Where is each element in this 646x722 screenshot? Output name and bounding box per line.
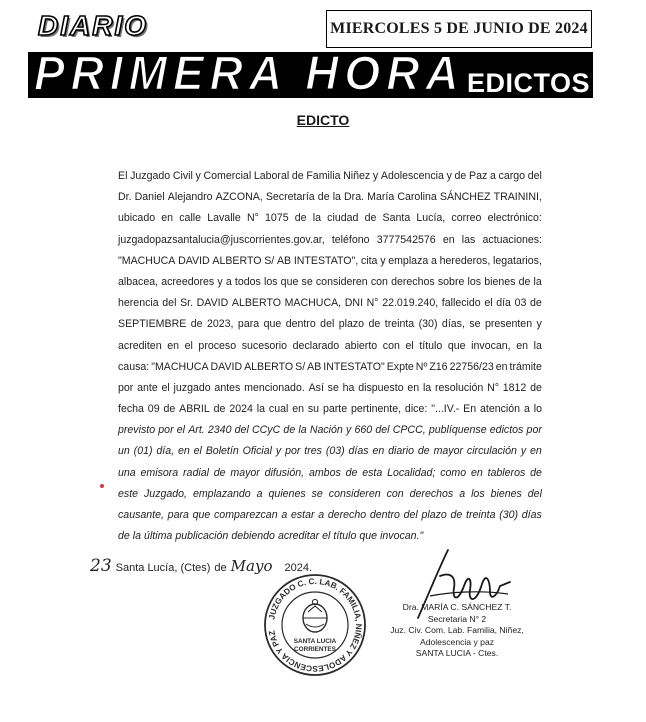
date-connector: de bbox=[214, 562, 227, 574]
edict-body bbox=[118, 166, 542, 547]
edict-line: por ante el juzgado antes mencionado. Así se ha dispuesto en la resolución N° 1812 de bbox=[118, 381, 542, 394]
edict-line: causante, para que comparezcan a estar a derecho dentro del plazo de treinta (30) días bbox=[118, 509, 542, 521]
place-text: Santa Lucía, (Ctes) bbox=[115, 562, 211, 574]
edict-line: causa: "MACHUCA DAVID ALBERTO S/ AB INTESTATO" Expte Nº Z16 22756/23 en trámite bbox=[118, 360, 542, 373]
signature-stamp-line: SANTA LUCIA - Ctes. bbox=[415, 648, 499, 659]
edict-line: albacea, acreedores y a todos los que se consideren con derechos sobre los bienes de la bbox=[118, 275, 542, 288]
seal-center-line-2: CORRIENTES bbox=[294, 646, 336, 653]
newspaper-masthead bbox=[0, 0, 646, 100]
signature-stamp-line: Dra. MARÍA C. SÁNCHEZ T. bbox=[402, 602, 512, 612]
signature-stamp bbox=[372, 602, 542, 660]
edict-line: Dr. Daniel Alejandro AZCONA, Secretaría de la Dra. María Carolina SÁNCHEZ TRAININI, bbox=[118, 191, 542, 204]
date-year: 2024. bbox=[284, 562, 313, 574]
coat-of-arms-icon bbox=[303, 599, 327, 632]
edict-line: una emisora radial de mayor difusión, ambos de esta Localidad; como en tableros de bbox=[118, 466, 542, 479]
edict-title bbox=[0, 112, 646, 128]
edict-line: un (01) día, en el Boletín Oficial y por tres (03) días en diario de mayor circulación y en bbox=[118, 445, 542, 458]
signature-stamp-line: Juz. Civ. Com. Lab. Familia, Niñez, bbox=[390, 625, 524, 636]
handwritten-day: 23 bbox=[90, 556, 112, 576]
seal-ring-text: JUZGADO C. C. LAB. FAMILIA, NIÑEZ Y ADOLESCENCIA Y PAZ bbox=[267, 576, 364, 674]
edict-line: fecha 09 de ABRIL de 2024 la cual en su parte pertinente, dice: "...IV.- En atención a lo bbox=[118, 403, 542, 416]
edict-line: acrediten en el proceso sucesorio declarado abierto con el título que invocan, en la bbox=[118, 339, 542, 352]
masthead-title: PRIMERA HORA bbox=[34, 45, 465, 101]
edict-line: "MACHUCA DAVID ALBERTO S/ AB INTESTATO", cita y emplaza a herederos, legatarios, bbox=[118, 254, 542, 267]
edict-line: ubicado en calle Lavalle N° 1075 de la ciudad de Santa Lucía, correo electrónico: bbox=[118, 212, 542, 225]
edict-line: herencia del Sr. DAVID ALBERTO MACHUCA, DNI N° 22.019.240, fallecido el día 03 de bbox=[118, 297, 542, 310]
edict-line: de la última publicación debiendo acreditar el título que invocan." bbox=[118, 530, 424, 543]
edict-line: El Juzgado Civil y Comercial Laboral de Familia Niñez y Adolescencia y de Paz a cargo del bbox=[118, 170, 542, 182]
official-seal bbox=[262, 572, 368, 678]
edict-line: juzgadopazsantalucia@juscorrientes.gov.ar, teléfono 3777542576 en las actuaciones: bbox=[118, 233, 542, 246]
edict-line: previsto por el Art. 2340 del CCyC de la Nación y 660 del CPCC, publíquense edictos por bbox=[118, 424, 542, 437]
signature-stamp-line: Secretaria N° 2 bbox=[427, 613, 487, 624]
edict-line: este Juzgado, emplazando a quienes se consideren con derechos a los bienes del bbox=[118, 487, 542, 500]
seal-center-line-1: SANTA LUCIA bbox=[293, 638, 337, 645]
signature-stamp-line: Adolescencia y paz bbox=[419, 636, 495, 647]
edict-title-text: EDICTO bbox=[296, 112, 350, 128]
section-label: EDICTOS bbox=[467, 68, 591, 98]
handwritten-month: Mayo bbox=[230, 557, 273, 575]
publication-date bbox=[326, 10, 592, 48]
masthead-small-title: DIARIO bbox=[38, 10, 148, 41]
margin-mark bbox=[100, 484, 104, 488]
publication-date-text: MIERCOLES 5 DE JUNIO DE 2024 bbox=[330, 20, 588, 37]
edict-line: SEPTIEMBRE de 2023, para que dentro del plazo de treinta (30) días, se presenten y bbox=[118, 318, 542, 331]
